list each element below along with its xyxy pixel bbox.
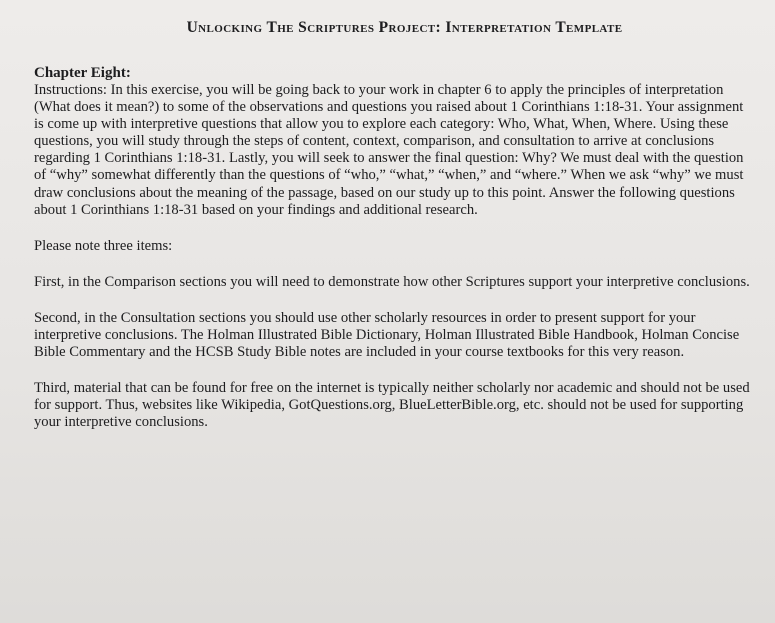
note-item-third: Third, material that can be found for free on the internet is typically neither scholarly nor academic and should not be used for support. Thus, websites like Wikipedia, GotQuestions.org, BlueLetterBible.org, etc. should not be used for supporting your interpretive conclusions. bbox=[34, 380, 750, 431]
chapter-heading: Chapter Eight: bbox=[34, 65, 131, 81]
page-title: Unlocking The Scriptures Project: Interpretation Template bbox=[186, 19, 623, 36]
instructions-paragraph: Instructions: In this exercise, you will be going back to your work in chapter 6 to apply the principles of interpretation (What does it mean?) to some of the observations and questions you raised about 1 Corinthians 1:18-31. Your assignment is come up with interpretive questions that allow you to explore each category: Who, What, When, Where. Using these questions, you will study through the steps of content, context, comparison, and consultation to arrive at conclusions regarding 1 Corinthians 1:18-31. Lastly, you will seek to answer the final question: Why? We must deal with the question of “why” somewhat differently than the questions of “who,” “what,” “when,” and “where.” When we ask “why” we must draw conclusions about the meaning of the passage, based on our study up to this point. Answer the following questions about 1 Corinthians 1:18-31 based on your findings and additional research. bbox=[34, 82, 744, 218]
note-item-first: First, in the Comparison sections you will need to demonstrate how other Scriptures support your interpretive conclusions. bbox=[34, 273, 750, 290]
note-item-second: Second, in the Consultation sections you should use other scholarly resources in order to present support for your interpretive conclusions. The Holman Illustrated Bible Dictionary, Holman Illustrated Bible Handbook, Holman Concise Bible Commentary and the HCSB Study Bible notes are included in your course textbooks for this very reason. bbox=[34, 309, 740, 361]
note-intro: Please note three items: bbox=[34, 237, 173, 254]
